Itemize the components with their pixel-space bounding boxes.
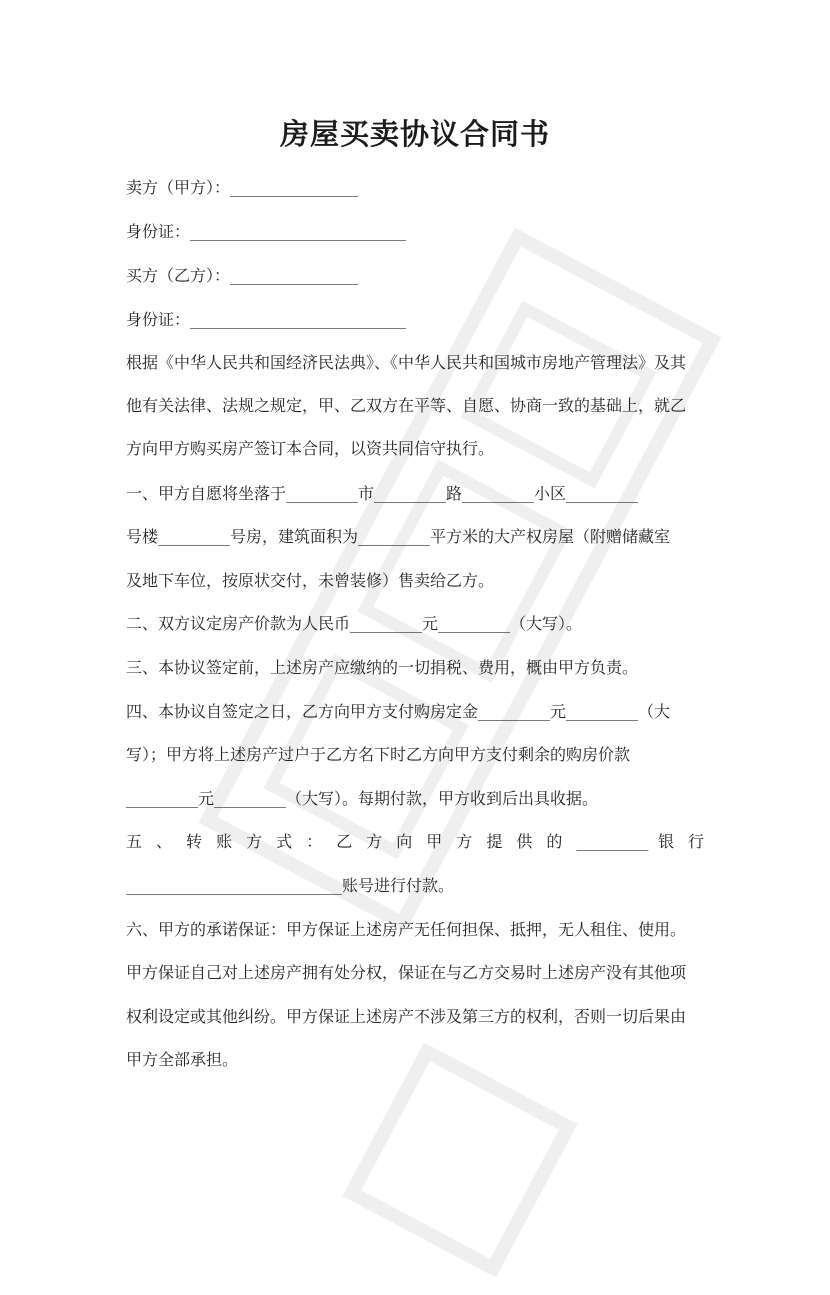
document-title: 房屋买卖协议合同书 bbox=[279, 117, 550, 151]
preamble-line-1: 根据《中华人民共和国经济民法典》、《中华人民共和国城市房地产管理法》及其 bbox=[126, 353, 687, 372]
clause-6-line-2: 甲方保证自己对上述房产拥有处分权，保证在与乙方交易时上述房产没有其他项 bbox=[126, 963, 687, 982]
clause-3-line: 三、本协议签定前，上述房产应缴纳的一切捐税、费用，概由甲方负责。 bbox=[126, 658, 639, 677]
clause-4-line-3: _________元_________（大写）。每期付款，甲方收到后出具收据。 bbox=[126, 789, 599, 808]
clause-2-line: 二、双方议定房产价款为人民币_________元_________（大写）。 bbox=[126, 614, 583, 633]
clause-1-line-1: 一、甲方自愿将坐落于_________市_________路_________小区_________ bbox=[126, 484, 639, 503]
clause-4-line-2: 写）；甲方将上述房产过户于乙方名下时乙方向甲方支付剩余的购房价款 bbox=[126, 745, 631, 764]
clause-6-line-3: 权利设定或其他纠纷。甲方保证上述房产不涉及第三方的权利，否则一切后果由 bbox=[126, 1007, 687, 1026]
seller-line: 卖方（甲方）：________________ bbox=[126, 178, 359, 197]
seller-id-line: 身份证：___________________________ bbox=[126, 222, 407, 241]
buyer-line: 买方（乙方）：________________ bbox=[126, 266, 359, 285]
clause-6-line-1: 六、甲方的承诺保证：甲方保证上述房产无任何担保、抵押，无人租住、使用。 bbox=[126, 920, 687, 939]
clause-6-line-4: 甲方全部承担。 bbox=[126, 1050, 239, 1069]
clause-4-line-1: 四、本协议自签定之日，乙方向甲方支付购房定金_________元_________（大 bbox=[126, 702, 671, 721]
buyer-id-line: 身份证：___________________________ bbox=[126, 310, 407, 329]
watermark-stamp-bottom bbox=[325, 1025, 595, 1295]
clause-5-line-2: ___________________________账号进行付款。 bbox=[126, 876, 455, 895]
clause-1-line-2: 号楼_________号房，建筑面积为_________平方米的大产权房屋（附赠储藏室 bbox=[126, 527, 671, 546]
clause-5-line-1: 五 、 转 账 方 式 ： 乙 方 向 甲 方 提 供 的 _________ 银 行 bbox=[126, 832, 704, 851]
preamble-line-3: 方向甲方购买房产签订本合同，以资共同信守执行。 bbox=[126, 439, 495, 458]
clause-1-line-3: 及地下车位，按原状交付，未曾装修）售卖给乙方。 bbox=[126, 571, 495, 590]
preamble-line-2: 他有关法律、法规之规定，甲、乙双方在平等、自愿、协商一致的基础上，就乙 bbox=[126, 396, 687, 415]
